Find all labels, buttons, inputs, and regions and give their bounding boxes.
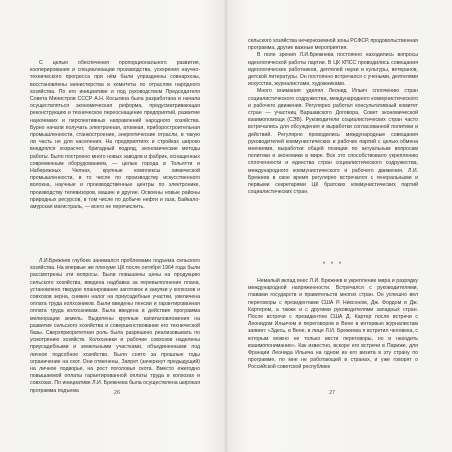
left-paragraph-1: С целью обеспечения пропорционального развития, кооперирования и специализации производства, ускорения научно-технического прогресса при нём были упразднены совнархозы, восстановлены министерства и комитеты по отраслям народного хозяйства. По его инициативе и под руководством Председателя Совета Министров СССР А.Н. Косыгина была разработана и начала осуществляться экономическая реформа, предусматривающая реконструкцию и техническое переоснащение предприятий, развитие наукоемких и перспективных направлений народного хозяйства. Бурно начали получать электронная, атомная, приборостроительная промышленности, станкостроение, энергетические отрасли, в такую ли часть не для населения. На предприятиях и стройках широко внедрялся хозрасчет, бригадный подряд, экономические методы работы. Было построено много новых заводов и фабрик, оснащенных современным оборудованием, — целые города в Тольятти и Набережных Челнах, крупные комплексы химической промышленности, в то числе по производству искусственного волокна, научные и производственные центры по электронике, производству телевизоров, машин и другие. Освоены новые районы природных ресурсов, в том числе по добыче нефти и газа, Байкало-амурская магистраль, — всего не перечислить. [30, 60, 200, 211]
right-paragraph-2: В поле зрения Л.И.Брежнева постоянно находились вопросы идеологической работы партии. В ЦК КПСС проводились совещания идеологических работников, деятелей науки и культуры, ветеранов, детской литературы. Он постоянно встречался с учеными, деятелями искусства, журналистами, художниками. [248, 52, 418, 88]
page-number-left: 26 [114, 390, 121, 396]
left-text-block-1 [30, 60, 200, 211]
left-text-block-2 [30, 258, 200, 395]
left-paragraph-2: Л.И.Брежнев глубоко занимался проблемами подъема сельского хозяйства. На впервые же пленуме ЦК после октября 1964 года были рассмотрены эти вопросы. Были повышены цены на продукцию сельского хозяйства, введена надбавка за перевыполнение плана, установлено твердое планирование заготовок и закупки у колхозов и совхозов зерна, снижен налог на приусадебные участки, увеличена оплата труда колхозников. Были введены пенсии и гарантированная оплата труда колхозникам. Была введена в действие программа мелиорации земель. Выделены крупные капиталовложения на развитие сельского хозяйства и совершенствование его технической базы. Сверхприоритетная роль была разрешено реализовывать по усмотрению хозяйств. Колхозники и рабочие совхозов наделены приусадебными и земельными участками, объединенными под личное подсобное хозяйство. Было снято за прошлые годы ограничение на скот. Они отменены, Запрет (зачеркнут предыдущий) на личное подворье, на рост поголовья скота. Вместо ежегодно повышаемой оплаты гарантированной оплаты труда в колхозах и совхозах. По инициативе Л.И. Брежнева была осуществлена широкая программа подъема [30, 258, 200, 394]
right-paragraph-3: Много внимания уделял Леонид Ильич сплочению стран социалистического содружества, международного коммунистического и рабочего движения. Регулярно работал консультативный комитет стран — участниц Варшавского Договора, Совет экономической взаимопомощи (СЭВ). Руководители социалистических стран часто встречались для обсуждения и выработки согласованной политики и действий. Регулярно проводились международные совещания руководителей коммунистических и рабочих партий с целью обмена мнениями, выработки общей позиции по актуальным вопросам политики и экономики в мире. Все это способствовало укреплению сплоченности и единства стран социалистического содружества, международного коммунистического и рабочего движения. Л.И. Брежнев в свое время регулярно встречался с генеральными и первыми секретарями ЦК братских коммунистических партий социалистических стран. [248, 88, 418, 196]
right-paragraph-1: сельского хозяйства нечерноземной зоны РСФСР, продовольственная программа, другие важные мероприятия. [248, 38, 418, 52]
right-text-block-2 [248, 278, 418, 372]
right-page [226, 0, 452, 452]
right-paragraph-4: Немалый вклад внес Л.И. Брежнев в укрепление мира и разрядку международной напряженности. Встречался с руководителями, главами государств и правительств многих стран. Он успешно вел переговоры с президентами США Р. Никсоном, Дж. Фордом и Дж. Картером, а также и с другими руководителями западных стран. После встречи с президентом США Д. Картер после встречи с Леонидом Ильичом и переговоров в Вене в интервью журналистам заявил: «Здесь, в Вене, в лице Л.И. Брежнева я встретил человека, с которым можно не только вести переговоры, но и находить взаимопонимание». Как известно, вскоре его встречи в Париже, для Франции Леонида Ильича на одном из его визита в эту страну по программе, по мне не работающей в странах, и уже говорят о Российской советской республике [248, 278, 418, 371]
section-separator: * * * [322, 262, 344, 268]
page-number-right: 27 [329, 390, 336, 396]
right-text-block-1 [248, 38, 418, 196]
